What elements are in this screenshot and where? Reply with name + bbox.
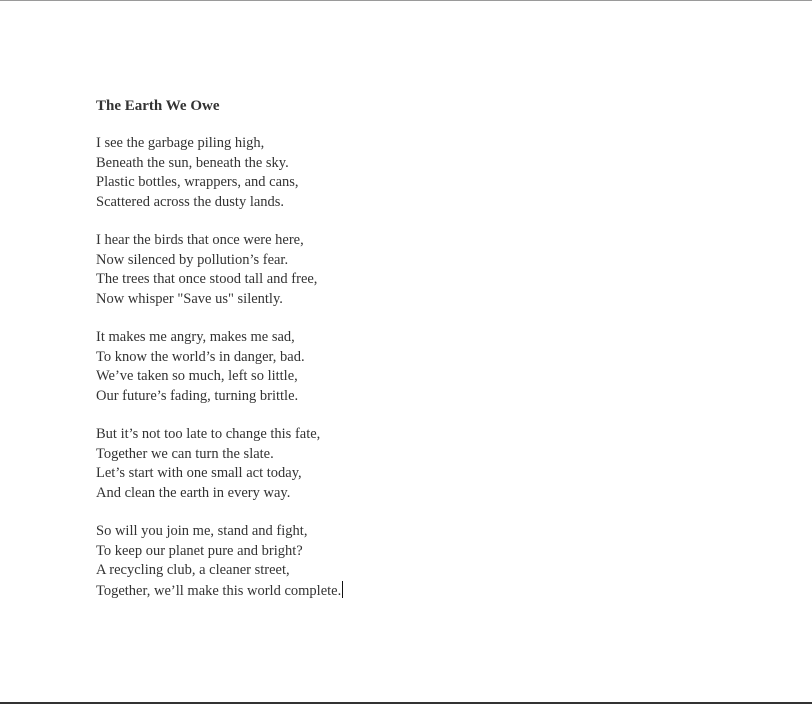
- poem-line: I see the garbage piling high,: [96, 135, 265, 151]
- poem-line: We’ve taken so much, left so little,: [96, 368, 298, 384]
- poem-line: Together we can turn the slate.: [96, 445, 274, 462]
- stanza-2: [96, 231, 776, 309]
- poem-line: So will you join me, stand and fight,: [96, 523, 308, 539]
- poem-line: To know the world’s in danger, bad.: [96, 348, 305, 365]
- poem-line: Our future’s fading, turning brittle.: [96, 387, 299, 404]
- stanza-4: [96, 425, 776, 503]
- poem-line: Now whisper "Save us" silently.: [96, 290, 283, 307]
- poem-line-text: Together, we’ll make this world complete.: [96, 582, 342, 599]
- poem-line: And clean the earth in every way.: [96, 484, 291, 501]
- poem-title: The Earth We Owe: [96, 98, 220, 114]
- stanza-3: [96, 328, 776, 406]
- poem-line: To keep our planet pure and bright?: [96, 542, 303, 559]
- poem-line: I hear the birds that once were here,: [96, 232, 304, 248]
- top-divider: [0, 0, 812, 1]
- poem-line: Beneath the sun, beneath the sky.: [96, 154, 289, 171]
- poem-line: Scattered across the dusty lands.: [96, 193, 285, 210]
- poem-line: Plastic bottles, wrappers, and cans,: [96, 174, 299, 190]
- poem-line: It makes me angry, makes me sad,: [96, 329, 295, 345]
- poem-line: Let’s start with one small act today,: [96, 465, 302, 481]
- poem-line: Now silenced by pollution’s fear.: [96, 251, 289, 268]
- document-body[interactable]: [96, 96, 776, 620]
- stanza-1: [96, 134, 776, 212]
- text-cursor: [342, 581, 343, 598]
- poem-line-last: [96, 581, 776, 602]
- poem-line: The trees that once stood tall and free,: [96, 271, 318, 287]
- poem-line: A recycling club, a cleaner street,: [96, 562, 290, 578]
- poem-line: But it’s not too late to change this fate,: [96, 426, 321, 442]
- stanza-5: [96, 522, 776, 601]
